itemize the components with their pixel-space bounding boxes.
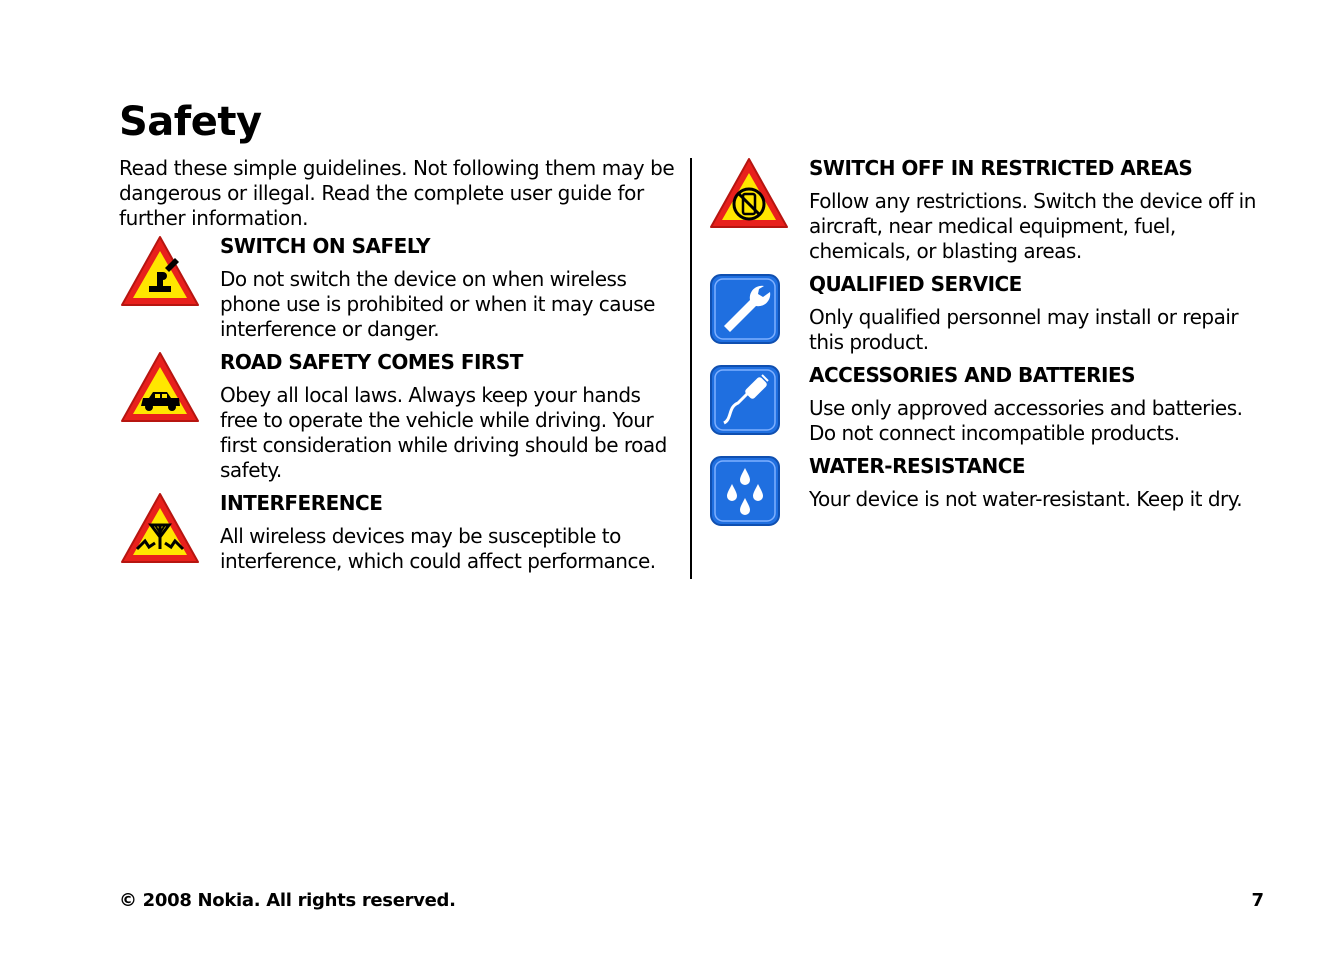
safety-item-road-safety [119, 350, 681, 491]
item-title: SWITCH OFF IN RESTRICTED AREAS [809, 156, 1193, 180]
right-column [708, 156, 1268, 528]
item-description: Obey all local laws. Always keep your hands free to operate the vehicle while driving. Your first consideration while driving should be road safety. [220, 383, 667, 482]
wrench-service-icon [708, 272, 782, 346]
safety-item-accessories [708, 363, 1268, 454]
safety-item-water-resistance [708, 454, 1268, 528]
item-title: INTERFERENCE [220, 491, 383, 515]
item-description: Follow any restrictions. Switch the device off in aircraft, near medical equipment, fuel, chemicals, or blasting areas. [809, 189, 1256, 263]
item-description: Only qualified personnel may install or repair this product. [809, 305, 1239, 354]
page-number: 7 [1251, 890, 1264, 911]
water-drops-icon [708, 454, 782, 528]
item-description: Do not switch the device on when wireless phone use is prohibited or when it may cause interference or danger. [220, 267, 655, 341]
item-description: Your device is not water-resistant. Keep it dry. [809, 487, 1243, 511]
left-column [119, 156, 681, 582]
switch-on-safely-warning-icon [119, 234, 201, 308]
item-title: WATER-RESISTANCE [809, 454, 1026, 478]
item-title: ACCESSORIES AND BATTERIES [809, 363, 1136, 387]
footer-copyright: © 2008 Nokia. All rights reserved. [119, 890, 456, 911]
battery-plug-accessory-icon [708, 363, 782, 437]
road-safety-car-warning-icon [119, 350, 201, 424]
page-title: Safety [119, 99, 262, 145]
item-title: ROAD SAFETY COMES FIRST [220, 350, 523, 374]
item-title: SWITCH ON SAFELY [220, 234, 430, 258]
item-description: All wireless devices may be susceptible to interference, which could affect performance. [220, 524, 656, 573]
safety-item-switch-on-safely [119, 234, 681, 350]
interference-antenna-warning-icon [119, 491, 201, 565]
safety-item-qualified-service [708, 272, 1268, 363]
no-phone-restricted-warning-icon [708, 156, 790, 230]
item-description: Use only approved accessories and batteries. Do not connect incompatible products. [809, 396, 1243, 445]
intro-paragraph: Read these simple guidelines. Not following them may be dangerous or illegal. Read the complete user guide for further information. [119, 156, 675, 230]
column-divider [690, 158, 692, 579]
safety-item-restricted-areas [708, 156, 1268, 272]
safety-item-interference [119, 491, 681, 582]
item-title: QUALIFIED SERVICE [809, 272, 1022, 296]
